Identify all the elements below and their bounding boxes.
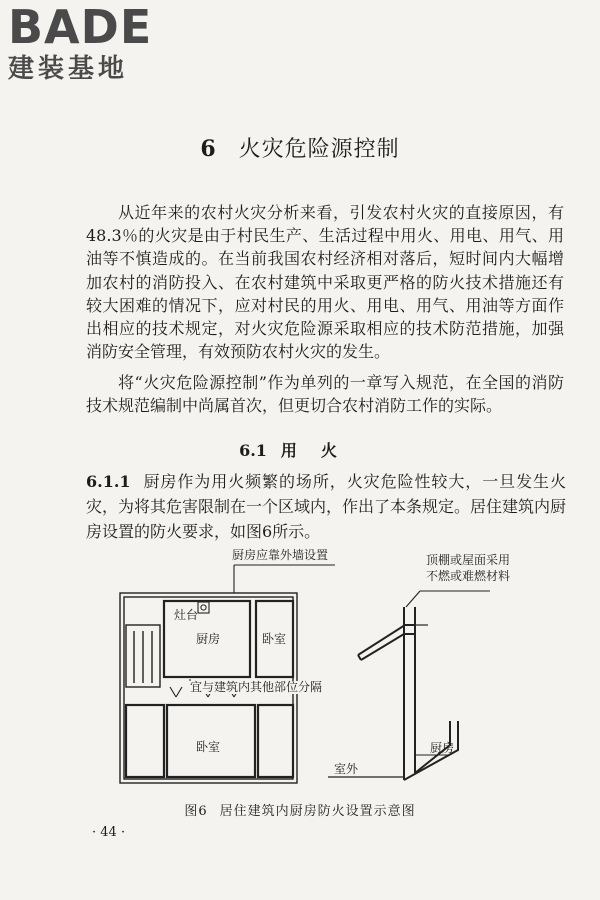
roof-slope (358, 625, 415, 655)
kitchen-fire-figure (110, 545, 511, 810)
label-kitchen-section: 厨房 (430, 741, 455, 755)
clause-number: 6.1.1 (86, 472, 131, 491)
page-number: · 44 · (92, 825, 126, 840)
label-kitchen-exterior: 厨房应靠外墙设置 (232, 548, 329, 562)
section-number: 6.1 (239, 441, 267, 460)
logo-wordmark: BADE (8, 0, 153, 54)
stove-fixture (198, 602, 209, 613)
chapter-heading (0, 132, 600, 163)
label-bedroom-top: 卧室 (262, 632, 287, 646)
chapter-number: 6 (200, 136, 217, 162)
clause-paragraph (86, 470, 566, 544)
bade-logo (8, 0, 153, 84)
bottom-left-room (126, 705, 164, 777)
label-roof-line1: 顶棚或屋面采用 (426, 553, 511, 567)
body-paragraph-2: 将“火灾危险源控制”作为单列的一章写入规范，在全国的消防技术规范编制中尚属首次，但更切合农村消防工作的实际。 (86, 373, 564, 416)
logo-subtitle: 建装基地 (8, 54, 129, 84)
label-kitchen: 厨房 (196, 632, 221, 646)
bottom-right-room (258, 705, 293, 777)
caption-number: 图6 (184, 804, 208, 819)
label-separation: 宜与建筑内其他部位分隔 (190, 680, 323, 694)
clause-text: 厨房作为用火频繁的场所，火灾危险性较大，一旦发生火灾，为将其危害限制在一个区域内，作出了本条规定。居住建筑内厨房设置的防火要求，如图6所示。 (86, 472, 567, 541)
section-title: 用火 (280, 441, 361, 460)
label-outdoor: 室外 (334, 762, 359, 776)
label-bedroom-bottom: 卧室 (196, 740, 221, 754)
chapter-title: 火灾危险源控制 (238, 137, 400, 162)
label-roof-line2: 不燃或难燃材料 (426, 569, 511, 583)
section-heading (0, 438, 600, 461)
body-paragraph-1: 从近年来的农村火灾分析来看，引发农村火灾的直接原因，有48.3％的火灾是由于村民生产、生活过程中用火、用电、用气、用油等不慎造成的。在当前我国农村经济相对落后，短时间内大幅增加农村的消防投入、在农村建筑中采取更严格的防火技术措施还有较大困难的情况下，应对村民的用火、用电、用气、用油等方面作出相应的技术规定，对火灾危险源采取相应的技术防范措施，加强消防安全管理，有效预防农村火灾的发生。 (86, 203, 564, 362)
figure-drawing (110, 545, 490, 800)
figure-caption (0, 800, 600, 819)
label-stove: 灶台 (174, 608, 199, 622)
caption-text: 居住建筑内厨房防火设置示意图 (219, 804, 416, 819)
